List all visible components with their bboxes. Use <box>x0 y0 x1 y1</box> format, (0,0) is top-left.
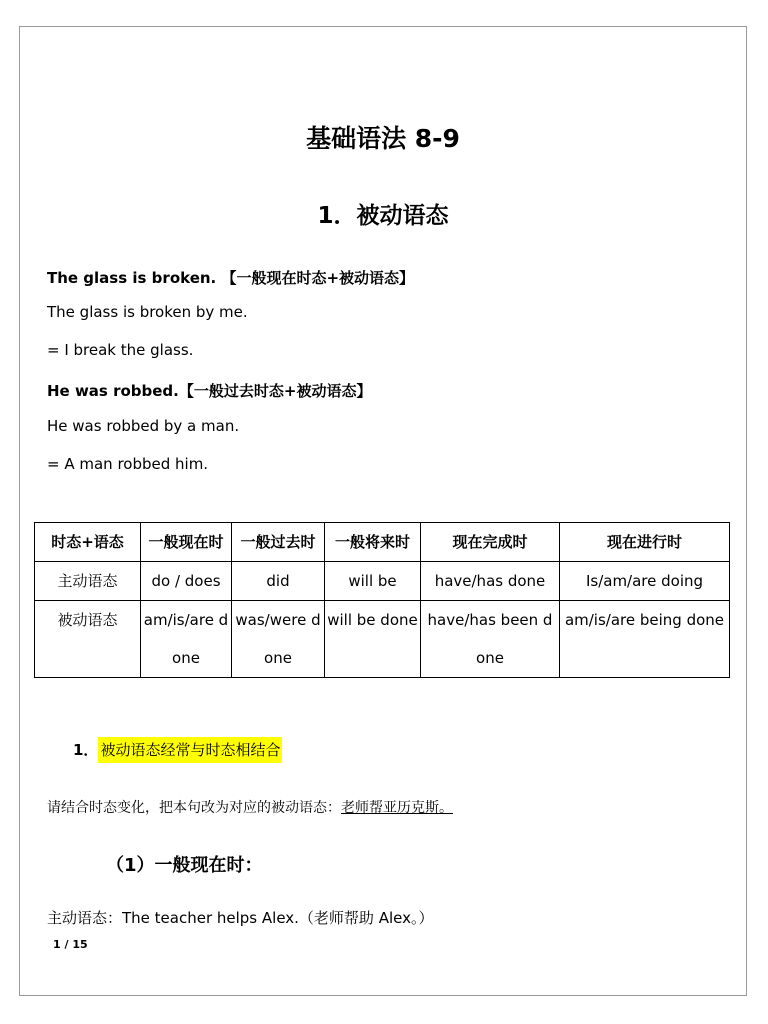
example-heading-1 <box>47 267 414 288</box>
table-cell: did <box>232 562 325 601</box>
table-header-cell: 现在进行时 <box>560 523 730 562</box>
document-page <box>19 26 747 996</box>
point-item <box>73 739 282 760</box>
table-cell: am/is/are done <box>141 601 232 678</box>
point-text: 被动语态经常与时态相结合 <box>98 737 282 763</box>
subsection-title: （1）一般现在时： <box>106 855 263 876</box>
active-voice-line: 主动语态：The teacher helps Alex.（老师帮助 Alex。） <box>47 909 434 927</box>
table-cell: have/has done <box>421 562 560 601</box>
document-title: 基础语法 8-9 <box>306 124 460 153</box>
table-header-cell: 时态+语态 <box>35 523 141 562</box>
table-cell: Is/am/are doing <box>560 562 730 601</box>
instruction <box>47 797 453 817</box>
example-heading-cn: 【一般过去时态+被动语态】 <box>178 382 372 400</box>
example-line: = A man robbed him. <box>47 455 209 473</box>
table-row <box>35 601 730 678</box>
table-header-row <box>35 523 730 562</box>
instruction-text: 请结合时态变化，把本句改为对应的被动语态： <box>47 800 341 816</box>
table-cell: will be done <box>325 601 421 678</box>
table-cell: 被动语态 <box>35 601 141 678</box>
table-cell: 主动语态 <box>35 562 141 601</box>
table-cell: was/were done <box>232 601 325 678</box>
example-line: He was robbed by a man. <box>47 417 240 435</box>
table-header-cell: 一般过去时 <box>232 523 325 562</box>
table-cell: am/is/are being done <box>560 601 730 678</box>
table-row <box>35 562 730 601</box>
table-cell: will be <box>325 562 421 601</box>
example-heading-en: The glass is broken. <box>47 269 217 287</box>
example-heading-en: He was robbed. <box>47 382 179 400</box>
point-number: 1． <box>73 741 99 759</box>
table-cell: do / does <box>141 562 232 601</box>
section-title: 1．被动语态 <box>317 203 449 229</box>
instruction-sentence: 老师帮亚历克斯。 <box>341 800 453 816</box>
table-header-cell: 现在完成时 <box>421 523 560 562</box>
table-header-cell: 一般现在时 <box>141 523 232 562</box>
table-header-cell: 一般将来时 <box>325 523 421 562</box>
table-cell: have/has been done <box>421 601 560 678</box>
tense-voice-table <box>34 522 730 678</box>
example-line: = I break the glass. <box>47 341 194 359</box>
page-number: 1 / 15 <box>53 938 88 951</box>
example-line: The glass is broken by me. <box>47 303 248 321</box>
example-heading-2 <box>47 380 371 401</box>
example-heading-cn: 【一般现在时态+被动语态】 <box>221 269 415 287</box>
